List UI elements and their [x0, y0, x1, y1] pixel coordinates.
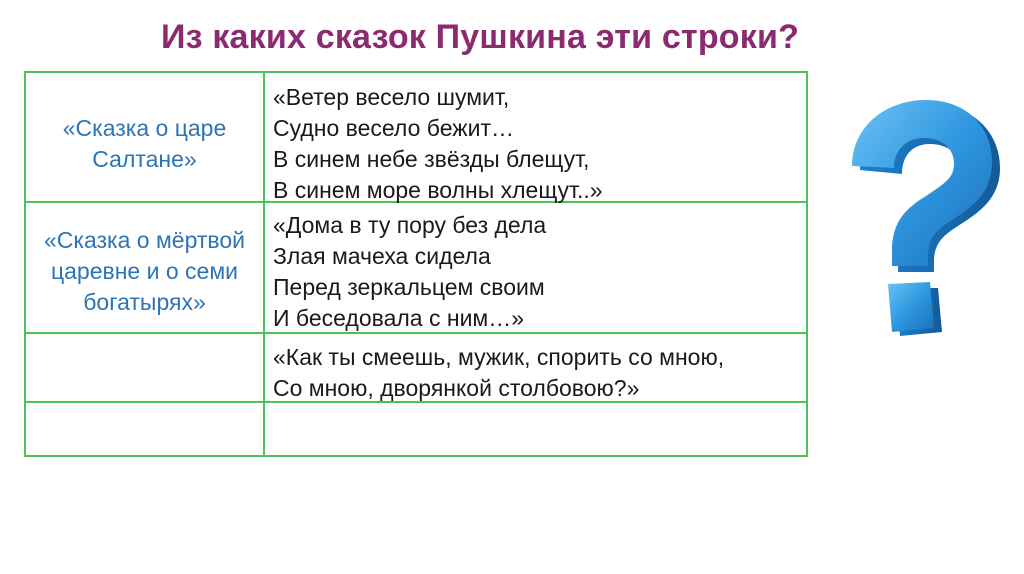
tale-name-2: «Сказка о мёртвой царевне и о семи богатырях» [43, 227, 245, 315]
quote-cell-3 [265, 334, 806, 403]
quote-text-3: «Как ты смеешь, мужик, спорить со мною, Со мною, дворянкой столбовою?» [273, 344, 725, 401]
quote-text-1: «Ветер весело шумит, Судно весело бежит… В синем небе звёзды блещут, В синем море волны хлещут..» [273, 84, 603, 203]
slide-title: Из каких сказок Пушкина эти строки? [160, 18, 800, 56]
quote-cell-2 [265, 203, 806, 334]
quote-cell-1 [265, 73, 806, 203]
quote-cell-4 [265, 403, 806, 455]
quiz-table [24, 71, 808, 457]
tale-cell-3 [26, 334, 265, 403]
tale-cell-2 [26, 203, 265, 334]
question-mark-icon [830, 92, 1008, 344]
tale-cell-1 [26, 73, 265, 203]
tale-cell-4 [26, 403, 265, 455]
quote-text-2: «Дома в ту пору без дела Злая мачеха сидела Перед зеркальцем своим И беседовала с ним…» [273, 212, 547, 331]
tale-name-1: «Сказка о царе Салтане» [62, 115, 227, 172]
